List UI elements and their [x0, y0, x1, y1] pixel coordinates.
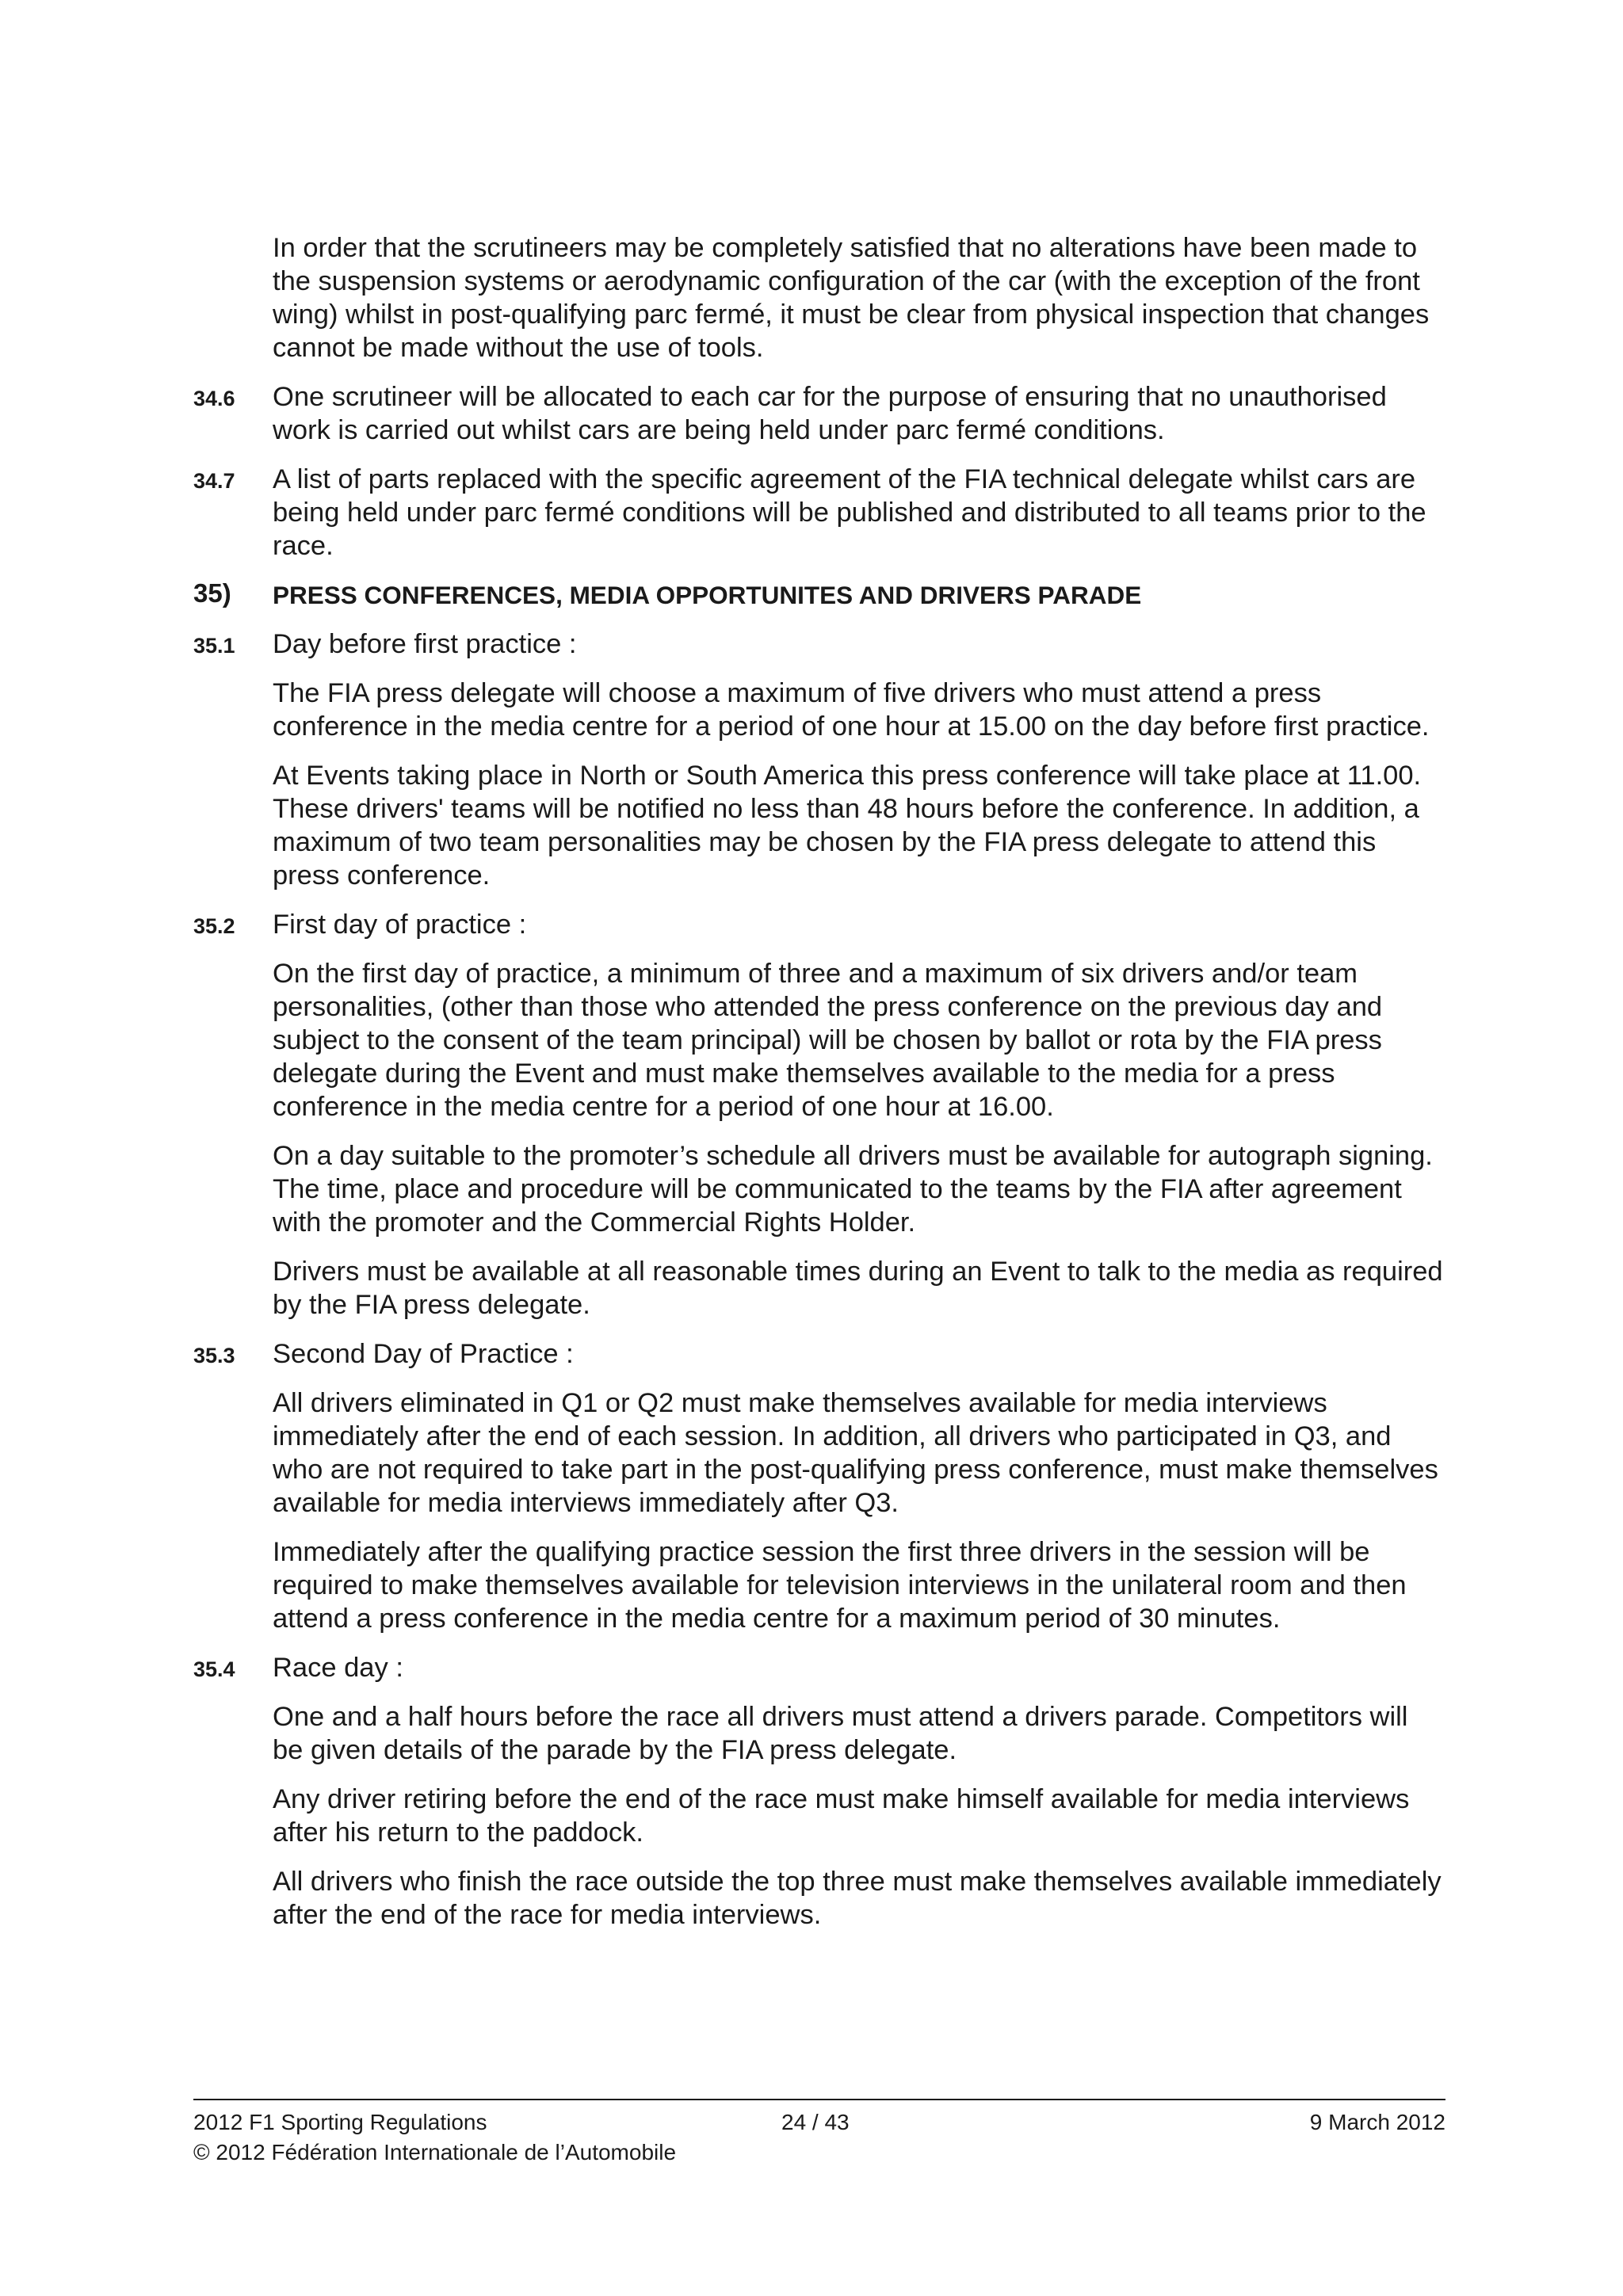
article-text: A list of parts replaced with the specific agreement of the FIA technical delegate whilst cars are being held under parc fermé conditions will be published and distributed to all teams prior to the race.: [273, 464, 1426, 561]
intro-paragraph: In order that the scrutineers may be completely satisfied that no alterations have been made to the suspension systems or aerodynamic configuration of the car (with the exception of the front wing) whilst in post-qualifying parc fermé, it must be clear from physical inspection that changes cannot be made without the use of tools.: [273, 233, 1430, 363]
article-35-1: [193, 627, 1445, 661]
article-35-2-paragraph-2: On a day suitable to the promoter’s schedule all drivers must be available for autograph signing. The time, place and procedure will be communicated to the teams by the FIA after agreement with the promoter and the Commercial Rights Holder.: [273, 1141, 1433, 1238]
section-35-heading: [193, 578, 1445, 612]
article-35-4-paragraph-2: Any driver retiring before the end of the race must make himself available for media interviews after his return to the paddock.: [273, 1784, 1410, 1848]
footer-date: 9 March 2012: [1309, 2110, 1445, 2134]
section-title: PRESS CONFERENCES, MEDIA OPPORTUNITES AND DRIVERS PARADE: [273, 581, 1142, 609]
section-number: 35): [193, 578, 231, 608]
article-35-2-paragraph-1: On the first day of practice, a minimum of three and a maximum of six drivers and/or team personalities, (other than those who attended the press conference on the previous day and subject to the consent of the team principal) will be chosen by ballot or rota by the FIA press delegate during the Event and must make themselves available to the media for a press conference in the media centre for a period of one hour at 16.00.: [273, 959, 1383, 1122]
article-35-3-paragraph-1: All drivers eliminated in Q1 or Q2 must make themselves available for media interviews immediately after the end of each session. In addition, all drivers who participated in Q3, and who are not required to take part in the post-qualifying press conference, must make themselves available for media interviews immediately after Q3.: [273, 1388, 1438, 1518]
article-number: 35.1: [193, 634, 235, 658]
article-number: 34.7: [193, 469, 235, 493]
footer-copyright: © 2012 Fédération Internationale de l’Automobile: [193, 2140, 677, 2164]
page-body: [193, 231, 1445, 1947]
footer-document-title: 2012 F1 Sporting Regulations: [193, 2110, 487, 2134]
article-35-3: [193, 1337, 1445, 1371]
article-title: First day of practice :: [273, 910, 527, 940]
article-34-7: [193, 463, 1445, 563]
article-number: 35.3: [193, 1344, 235, 1367]
footer-page-number: 24 / 43: [781, 2110, 850, 2134]
article-35-1-paragraph-1: The FIA press delegate will choose a maximum of five drivers who must attend a press conference in the media centre for a period of one hour at 15.00 on the day before first practice.: [273, 678, 1430, 742]
article-number: 35.2: [193, 914, 235, 938]
article-35-4-paragraph-1: One and a half hours before the race all drivers must attend a drivers parade. Competitors will be given details of the parade by the FIA press delegate.: [273, 1702, 1408, 1765]
article-35-3-paragraph-2: Immediately after the qualifying practice session the first three drivers in the session will be required to make themselves available for television interviews in the unilateral room and then attend a press conference in the media centre for a maximum period of 30 minutes.: [273, 1537, 1407, 1634]
article-35-4-paragraph-3: All drivers who finish the race outside the top three must make themselves available immediately after the end of the race for media interviews.: [273, 1867, 1442, 1930]
article-35-2: [193, 908, 1445, 941]
article-35-4: [193, 1651, 1445, 1684]
article-number: 34.6: [193, 387, 235, 410]
article-title: Second Day of Practice :: [273, 1339, 574, 1369]
article-number: 35.4: [193, 1657, 235, 1681]
article-35-1-paragraph-2: At Events taking place in North or South America this press conference will take place at 11.00. These drivers' teams will be notified no less than 48 hours before the conference. In addition, a maximum of two team personalities may be chosen by the FIA press delegate to attend this press conference.: [273, 761, 1422, 891]
article-34-6: [193, 380, 1445, 447]
article-title: Race day :: [273, 1653, 403, 1683]
article-title: Day before first practice :: [273, 629, 577, 659]
article-text: One scrutineer will be allocated to each car for the purpose of ensuring that no unauthorised work is carried out whilst cars are being held under parc fermé conditions.: [273, 382, 1387, 445]
article-35-2-paragraph-3: Drivers must be available at all reasonable times during an Event to talk to the media as required by the FIA press delegate.: [273, 1257, 1443, 1320]
footer-divider: [193, 2099, 1445, 2100]
